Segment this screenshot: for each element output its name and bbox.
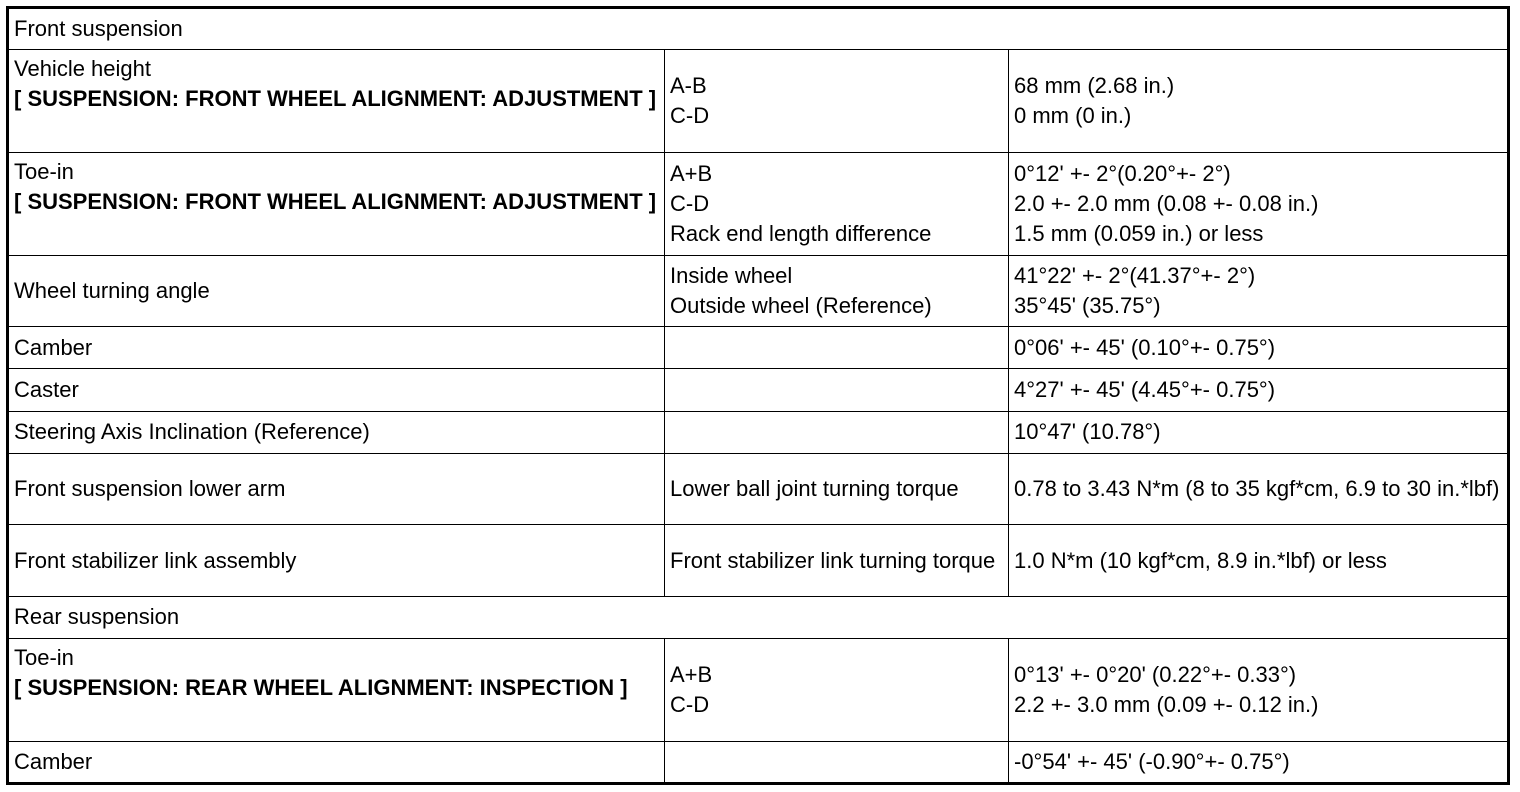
table-row	[8, 639, 1509, 742]
condition-text: Outside wheel (Reference)	[670, 292, 932, 318]
reference-link[interactable]: [ SUSPENSION: FRONT WHEEL ALIGNMENT: ADJUSTMENT ]	[14, 188, 657, 214]
condition-text: Rack end length difference	[670, 220, 932, 246]
section-header-front	[8, 8, 1509, 50]
reference-link[interactable]: [ SUSPENSION: FRONT WHEEL ALIGNMENT: ADJUSTMENT ]	[14, 86, 657, 112]
value-cell	[1009, 50, 1509, 153]
value-cell	[1009, 152, 1509, 255]
condition-cell	[665, 50, 1009, 153]
item-cell: Caster	[8, 369, 665, 411]
item-cell: Front suspension lower arm	[8, 453, 665, 524]
item-cell	[8, 152, 665, 255]
item-cell: Camber	[8, 741, 665, 783]
condition-cell	[665, 741, 1009, 783]
table-row	[8, 50, 1509, 153]
item-cell: Camber	[8, 327, 665, 369]
section-header-rear	[8, 596, 1509, 638]
value-cell: -0°54' +- 45' (-0.90°+- 0.75°)	[1009, 741, 1509, 783]
table-row	[8, 525, 1509, 596]
condition-text: A+B	[670, 160, 713, 186]
value-text: 41°22' +- 2°(41.37°+- 2°)	[1014, 262, 1256, 288]
value-text: 0°12' +- 2°(0.20°+- 2°)	[1014, 160, 1231, 186]
value-cell: 0°06' +- 45' (0.10°+- 0.75°)	[1009, 327, 1509, 369]
table-row	[8, 255, 1509, 326]
value-text: 2.2 +- 3.0 mm (0.09 +- 0.12 in.)	[1014, 691, 1319, 717]
item-label: Toe-in	[14, 645, 74, 670]
condition-text: C-D	[670, 691, 710, 717]
value-cell	[1009, 639, 1509, 742]
section-title: Front suspension	[8, 8, 1509, 50]
item-cell: Front stabilizer link assembly	[8, 525, 665, 596]
suspension-spec-table	[6, 6, 1510, 785]
condition-cell	[665, 639, 1009, 742]
condition-text: A+B	[670, 661, 713, 687]
value-text: 1.5 mm (0.059 in.) or less	[1014, 220, 1264, 246]
value-text: 0°13' +- 0°20' (0.22°+- 0.33°)	[1014, 661, 1297, 687]
value-text: 35°45' (35.75°)	[1014, 292, 1161, 318]
value-cell: 4°27' +- 45' (4.45°+- 0.75°)	[1009, 369, 1509, 411]
item-cell	[8, 639, 665, 742]
table-row	[8, 453, 1509, 524]
condition-text: A-B	[670, 73, 707, 99]
value-cell: 1.0 N*m (10 kgf*cm, 8.9 in.*lbf) or less	[1009, 525, 1509, 596]
reference-link[interactable]: [ SUSPENSION: REAR WHEEL ALIGNMENT: INSPECTION ]	[14, 675, 628, 700]
item-label: Vehicle height	[14, 56, 151, 82]
condition-cell	[665, 327, 1009, 369]
condition-cell	[665, 411, 1009, 453]
condition-cell	[665, 369, 1009, 411]
condition-text: C-D	[670, 103, 710, 129]
table-row	[8, 152, 1509, 255]
item-cell: Steering Axis Inclination (Reference)	[8, 411, 665, 453]
condition-cell	[665, 152, 1009, 255]
condition-cell	[665, 255, 1009, 326]
table-row	[8, 327, 1509, 369]
table-row	[8, 411, 1509, 453]
value-text: 68 mm (2.68 in.)	[1014, 73, 1175, 99]
value-text: 2.0 +- 2.0 mm (0.08 +- 0.08 in.)	[1014, 190, 1319, 216]
value-cell: 10°47' (10.78°)	[1009, 411, 1509, 453]
value-cell: 0.78 to 3.43 N*m (8 to 35 kgf*cm, 6.9 to 30 in.*lbf)	[1009, 453, 1509, 524]
condition-cell: Lower ball joint turning torque	[665, 453, 1009, 524]
value-cell	[1009, 255, 1509, 326]
section-title: Rear suspension	[8, 596, 1509, 638]
table-row	[8, 741, 1509, 783]
condition-text: C-D	[670, 190, 710, 216]
condition-cell: Front stabilizer link turning torque	[665, 525, 1009, 596]
item-cell: Wheel turning angle	[8, 255, 665, 326]
table-row	[8, 369, 1509, 411]
condition-text: Inside wheel	[670, 262, 793, 288]
item-cell	[8, 50, 665, 153]
value-text: 0 mm (0 in.)	[1014, 103, 1132, 129]
item-label: Toe-in	[14, 158, 74, 184]
